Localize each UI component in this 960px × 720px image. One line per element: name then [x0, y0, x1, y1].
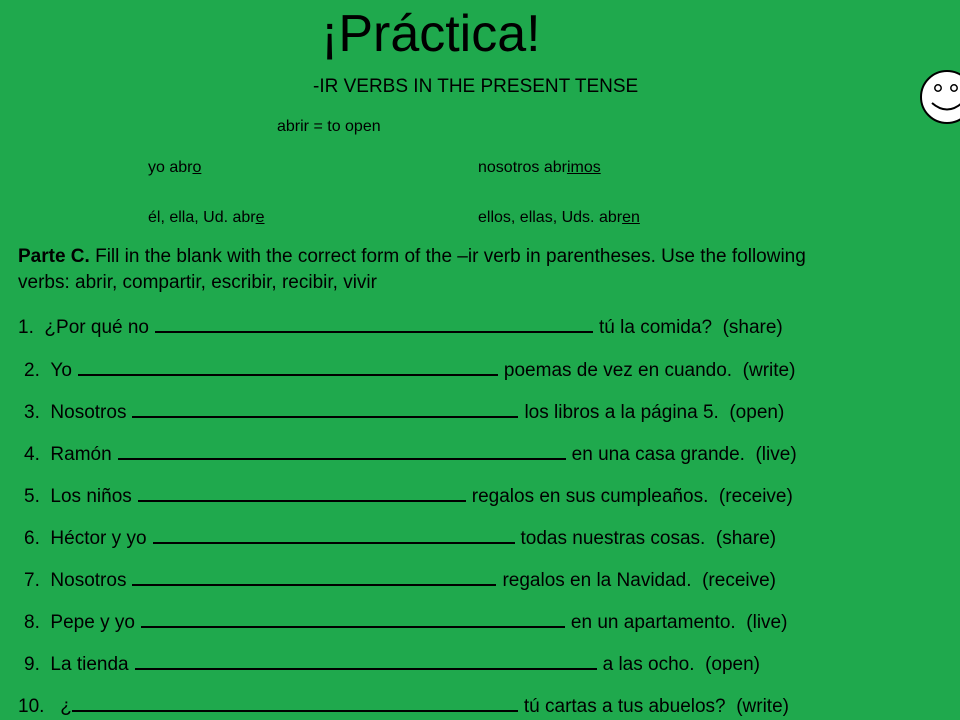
conj-stem: nosotros abr	[478, 159, 567, 176]
instructions-label: Parte C.	[18, 246, 90, 267]
page-title: ¡Práctica!	[321, 5, 541, 63]
answer-blank[interactable]	[135, 650, 597, 670]
exercise-item-1	[18, 313, 783, 341]
answer-blank[interactable]	[72, 692, 518, 712]
item-prompt: Ramón	[50, 444, 112, 465]
item-hint: (receive)	[702, 570, 776, 591]
item-prompt: ¿	[60, 696, 72, 717]
item-prompt: Héctor y yo	[50, 528, 147, 549]
conj-nosotros	[478, 158, 601, 178]
conj-el	[148, 208, 265, 228]
exercise-item-8	[24, 608, 787, 636]
item-number: 4.	[24, 444, 40, 465]
answer-blank[interactable]	[141, 608, 565, 628]
conj-ending: e	[255, 209, 265, 226]
exercise-item-5	[24, 482, 793, 510]
item-hint: (open)	[729, 402, 785, 423]
item-prompt: Los niños	[50, 486, 132, 507]
instructions-text: Fill in the blank with the correct form of the –ir verb in parentheses. Use the following	[89, 246, 806, 267]
answer-blank[interactable]	[138, 482, 466, 502]
conj-stem: ellos, ellas, Uds. abr	[478, 209, 623, 226]
item-prompt: Pepe y yo	[50, 612, 135, 633]
item-number: 1.	[18, 317, 34, 338]
conj-stem: yo abr	[148, 159, 193, 176]
item-number: 3.	[24, 402, 40, 423]
item-prompt: Yo	[50, 360, 72, 381]
item-continuation: tú la comida?	[599, 317, 713, 338]
item-continuation: poemas de vez en cuando.	[503, 360, 733, 381]
item-hint: (write)	[736, 696, 789, 717]
item-prompt: Nosotros	[50, 402, 127, 423]
item-continuation: todas nuestras cosas.	[520, 528, 706, 549]
answer-blank[interactable]	[155, 313, 593, 333]
exercise-item-10	[18, 692, 789, 720]
item-number: 9.	[24, 654, 40, 675]
item-number: 6.	[24, 528, 40, 549]
item-number: 10.	[18, 696, 45, 717]
conj-stem: él, ella, Ud. abr	[148, 209, 256, 226]
exercise-item-4	[24, 440, 797, 468]
item-hint: (share)	[715, 528, 777, 549]
item-hint: (receive)	[718, 486, 793, 507]
conj-yo	[148, 158, 201, 178]
item-hint: (open)	[705, 654, 760, 675]
answer-blank[interactable]	[153, 524, 515, 544]
item-continuation: tú cartas a tus abuelos?	[523, 696, 726, 717]
item-continuation: los libros a la página 5.	[524, 402, 719, 423]
item-hint: (write)	[742, 360, 796, 381]
item-prompt: ¿Por qué no	[44, 317, 149, 338]
conj-ending: o	[192, 159, 202, 176]
item-hint: (live)	[746, 612, 788, 633]
exercise-item-2	[24, 356, 795, 384]
exercise-item-6	[24, 524, 776, 552]
exercise-item-3	[24, 398, 784, 426]
item-number: 2.	[24, 360, 40, 381]
item-continuation: regalos en sus cumpleaños.	[471, 486, 709, 507]
conj-ending: en	[622, 209, 640, 226]
smiley-face-icon	[918, 68, 960, 126]
instructions-line-2: verbs: abrir, compartir, escribir, recibir, vivir	[18, 272, 377, 293]
item-continuation: en una casa grande.	[571, 444, 745, 465]
answer-blank[interactable]	[78, 356, 498, 376]
item-continuation: regalos en la Navidad.	[502, 570, 692, 591]
item-prompt: Nosotros	[50, 570, 127, 591]
conj-ellos	[478, 208, 640, 228]
exercise-item-9	[24, 650, 760, 678]
item-hint: (share)	[722, 317, 783, 338]
verb-definition: abrir = to open	[277, 118, 381, 135]
page-subtitle: -IR VERBS IN THE PRESENT TENSE	[313, 76, 639, 97]
item-number: 5.	[24, 486, 40, 507]
exercise-item-7	[24, 566, 776, 594]
item-hint: (live)	[755, 444, 797, 465]
answer-blank[interactable]	[118, 440, 566, 460]
conj-ending: imos	[566, 159, 601, 176]
item-continuation: en un apartamento.	[570, 612, 736, 633]
item-continuation: a las ocho.	[602, 654, 695, 675]
item-number: 7.	[24, 570, 40, 591]
instructions-line-1	[18, 244, 806, 269]
item-number: 8.	[24, 612, 40, 633]
answer-blank[interactable]	[132, 398, 518, 418]
item-prompt: La tienda	[50, 654, 129, 675]
answer-blank[interactable]	[132, 566, 496, 586]
